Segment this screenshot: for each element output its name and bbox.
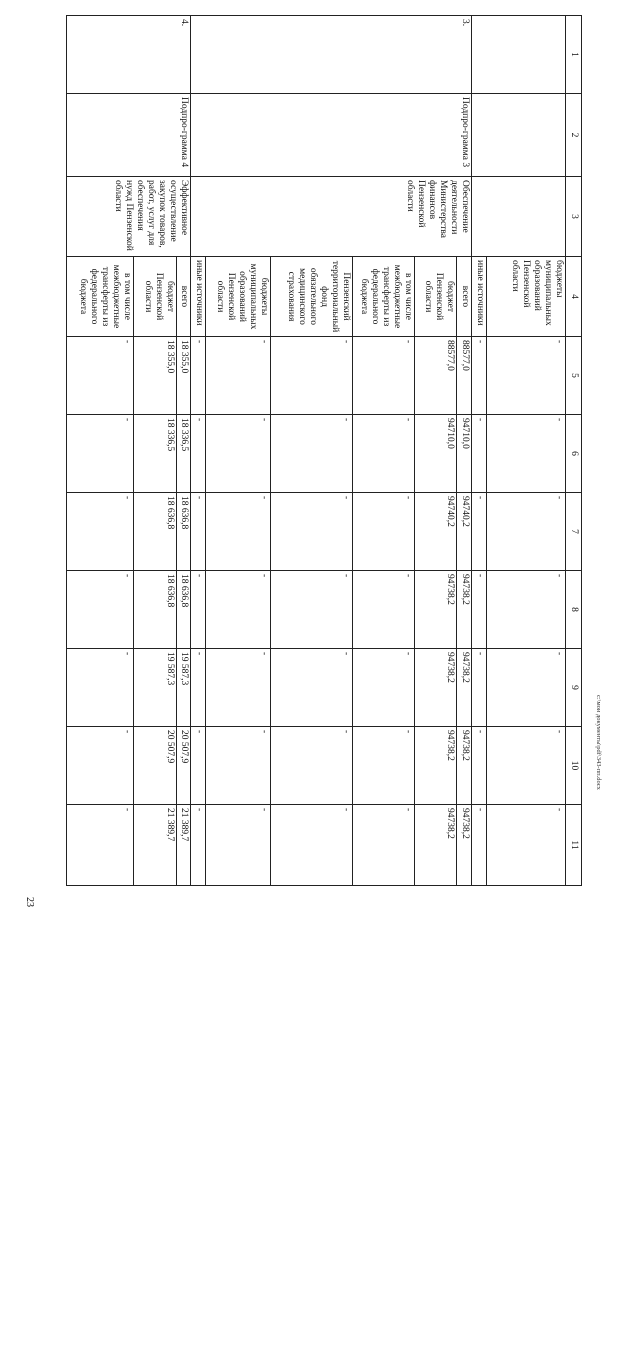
source-cell: в том числе межбюджетные трансферты из федерального бюджета: [353, 257, 414, 337]
value-cell: 18 336,5: [134, 415, 176, 493]
subprogram-label: Подпро-грамма 4: [67, 94, 191, 177]
value-cell: -: [67, 337, 134, 415]
value-cell: -: [353, 649, 414, 727]
value-cell: -: [472, 727, 487, 805]
empty-cell: [472, 177, 566, 257]
empty-cell: [472, 16, 566, 94]
value-cell: -: [472, 649, 487, 727]
value-cell: -: [67, 571, 134, 649]
value-cell: -: [67, 727, 134, 805]
value-cell: -: [191, 727, 206, 805]
value-cell: 94738,2: [414, 727, 456, 805]
value-cell: -: [191, 415, 206, 493]
source-cell: всего: [456, 257, 472, 337]
value-cell: -: [271, 493, 353, 571]
value-cell: -: [271, 727, 353, 805]
value-cell: -: [353, 415, 414, 493]
value-cell: -: [206, 805, 271, 886]
value-cell: 94738,2: [456, 649, 472, 727]
value-cell: 18 355,0: [134, 337, 176, 415]
value-cell: 20 507,9: [134, 727, 176, 805]
value-cell: -: [191, 805, 206, 886]
value-cell: -: [271, 571, 353, 649]
value-cell: 94710,0: [414, 415, 456, 493]
source-cell: Пензенский территориальный фонд обязательного медицинского страхования: [271, 257, 353, 337]
header-cell: 10: [566, 727, 582, 805]
header-cell: 11: [566, 805, 582, 886]
source-cell: бюджеты муниципальных образований Пензенской области: [206, 257, 271, 337]
header-row: [566, 16, 582, 886]
table-row: [176, 16, 191, 886]
value-cell: 18 636,8: [176, 571, 191, 649]
value-cell: -: [487, 493, 566, 571]
value-cell: -: [487, 649, 566, 727]
value-cell: -: [271, 649, 353, 727]
value-cell: -: [487, 337, 566, 415]
page-number: 23: [24, 897, 35, 907]
value-cell: 18 636,8: [134, 493, 176, 571]
rotated-table-container: [66, 15, 582, 885]
header-cell: 7: [566, 493, 582, 571]
value-cell: -: [206, 337, 271, 415]
value-cell: 94738,2: [456, 805, 472, 886]
value-cell: 94740,2: [456, 493, 472, 571]
header-cell: 5: [566, 337, 582, 415]
value-cell: -: [487, 727, 566, 805]
file-path-footer: c:\мои документы\pdf\343-пп.docx: [595, 695, 602, 790]
value-cell: 18 336,5: [176, 415, 191, 493]
source-cell: бюджеты муниципальных образований Пензенской области: [487, 257, 566, 337]
value-cell: -: [206, 415, 271, 493]
value-cell: 94740,2: [414, 493, 456, 571]
value-cell: -: [353, 493, 414, 571]
value-cell: 88577,0: [456, 337, 472, 415]
value-cell: -: [472, 415, 487, 493]
value-cell: -: [271, 337, 353, 415]
value-cell: 18 636,8: [176, 493, 191, 571]
value-cell: -: [487, 415, 566, 493]
source-cell: бюджет Пензенской области: [414, 257, 456, 337]
value-cell: -: [67, 415, 134, 493]
value-cell: -: [191, 649, 206, 727]
value-cell: -: [206, 493, 271, 571]
value-cell: -: [487, 805, 566, 886]
value-cell: -: [206, 649, 271, 727]
value-cell: -: [472, 805, 487, 886]
value-cell: 21 389,7: [134, 805, 176, 886]
row-number: 4.: [67, 16, 191, 94]
value-cell: 19 587,3: [176, 649, 191, 727]
value-cell: -: [472, 571, 487, 649]
value-cell: 94738,2: [456, 727, 472, 805]
value-cell: -: [67, 493, 134, 571]
value-cell: -: [191, 337, 206, 415]
value-cell: 19 587,3: [134, 649, 176, 727]
value-cell: 18 636,8: [134, 571, 176, 649]
value-cell: -: [271, 805, 353, 886]
value-cell: 18 355,0: [176, 337, 191, 415]
value-cell: 94738,2: [414, 649, 456, 727]
value-cell: -: [472, 337, 487, 415]
value-cell: -: [353, 337, 414, 415]
row-number: 3.: [191, 16, 472, 94]
subprogram-name: Обеспечение деятельности Министерства финансов Пензенской области: [191, 177, 472, 257]
value-cell: 94738,2: [414, 571, 456, 649]
header-cell: 1: [566, 16, 582, 94]
value-cell: -: [67, 649, 134, 727]
value-cell: 94710,0: [456, 415, 472, 493]
source-cell: бюджет Пензенской области: [134, 257, 176, 337]
value-cell: -: [487, 571, 566, 649]
subprogram-label: Подпро-грамма 3: [191, 94, 472, 177]
source-cell: в том числе межбюджетные трансферты из федерального бюджета: [67, 257, 134, 337]
header-cell: 9: [566, 649, 582, 727]
header-cell: 8: [566, 571, 582, 649]
empty-cell: [472, 94, 566, 177]
value-cell: -: [206, 571, 271, 649]
value-cell: 21 389,7: [176, 805, 191, 886]
header-cell: 3: [566, 177, 582, 257]
source-cell: иные источники: [472, 257, 487, 337]
source-cell: иные источники: [191, 257, 206, 337]
value-cell: -: [191, 493, 206, 571]
table-row: [487, 16, 566, 886]
value-cell: -: [206, 727, 271, 805]
value-cell: -: [353, 805, 414, 886]
header-cell: 2: [566, 94, 582, 177]
value-cell: -: [472, 493, 487, 571]
value-cell: -: [191, 571, 206, 649]
subprogram-name: Эффективное осуществление закупок товаров, работ, услуг для обеспечения нужд Пензенской области: [67, 177, 191, 257]
value-cell: -: [271, 415, 353, 493]
value-cell: 94738,2: [414, 805, 456, 886]
value-cell: 94738,2: [456, 571, 472, 649]
value-cell: -: [67, 805, 134, 886]
financing-table: [66, 15, 582, 886]
header-cell: 6: [566, 415, 582, 493]
source-cell: всего: [176, 257, 191, 337]
table-row: [456, 16, 472, 886]
value-cell: -: [353, 571, 414, 649]
header-cell: 4: [566, 257, 582, 337]
value-cell: 20 507,9: [176, 727, 191, 805]
value-cell: -: [353, 727, 414, 805]
value-cell: 88577,0: [414, 337, 456, 415]
